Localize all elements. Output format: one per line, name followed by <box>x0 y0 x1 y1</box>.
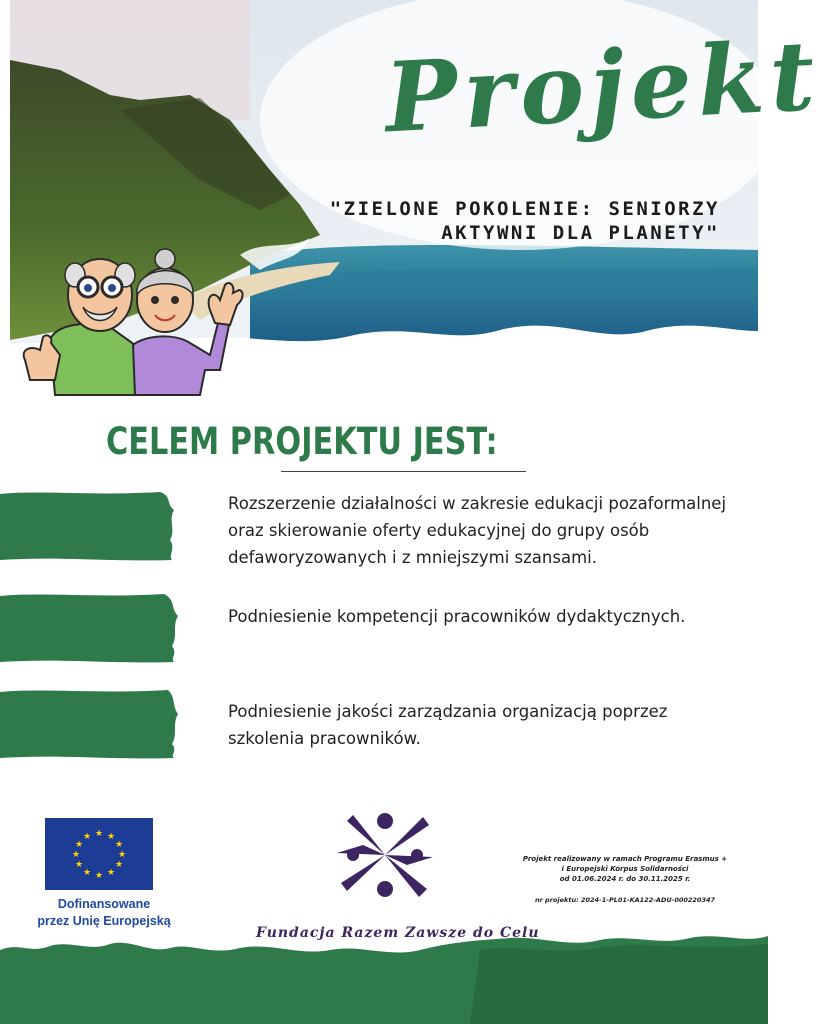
note-line-3: od 01.06.2024 r. do 30.11.2025 r. <box>559 875 691 883</box>
svg-text:★: ★ <box>106 832 116 842</box>
seniors-illustration <box>15 245 245 395</box>
svg-text:★: ★ <box>114 840 124 850</box>
svg-text:★: ★ <box>94 871 104 881</box>
bottom-grass-band <box>0 930 768 1024</box>
section-heading: CELEM PROJEKTU JEST: <box>106 420 498 463</box>
svg-text:★: ★ <box>106 868 116 878</box>
goal-item-3: Podniesienie jakości zarządzania organizacją poprzez szkolenia pracowników. <box>228 702 668 748</box>
green-stripe-1 <box>0 490 180 562</box>
program-note <box>520 854 730 884</box>
svg-text:★: ★ <box>74 860 84 870</box>
heading-divider <box>281 471 526 472</box>
project-subtitle <box>280 197 720 245</box>
eu-flag-icon <box>45 818 153 890</box>
green-stripe-2 <box>0 592 180 664</box>
svg-text:★: ★ <box>82 868 92 878</box>
green-stripe-3 <box>0 688 180 760</box>
goal-item-2: Podniesienie kompetencji pracowników dydaktycznych. <box>228 607 686 626</box>
eu-funding-label <box>34 896 174 930</box>
svg-text:★: ★ <box>114 860 124 870</box>
svg-text:★: ★ <box>74 840 84 850</box>
svg-text:★: ★ <box>117 850 127 860</box>
foundation-logo-icon <box>333 805 437 905</box>
goal-item-1: Rozszerzenie działalności w zakresie edukacji pozaformalnej oraz skierowanie oferty edukacyjnej do grupy osób defaworyzowanych i z mniejszymi szansami. <box>228 494 727 567</box>
foundation-name: Fundacja Razem Zawsze do Celu <box>256 925 540 941</box>
svg-text:★: ★ <box>82 832 92 842</box>
svg-text:★: ★ <box>94 829 104 839</box>
project-number: nr projektu: 2024-1-PL01-KA122-ADU-000220347 <box>534 896 716 904</box>
subtitle-line-2: AKTYWNI DLA PLANETY" <box>441 222 720 244</box>
page-title: Projekt <box>382 18 823 155</box>
note-line-2: i Europejski Korpus Solidarności <box>561 865 689 873</box>
eu-label-line-2: przez Unię Europejską <box>37 914 171 928</box>
eu-label-line-1: Dofinansowane <box>57 897 151 911</box>
subtitle-line-1: "ZIELONE POKOLENIE: SENIORZY <box>329 198 720 220</box>
note-line-1: Projekt realizowany w ramach Programu Erasmus + <box>522 855 728 863</box>
svg-text:★: ★ <box>71 850 81 860</box>
